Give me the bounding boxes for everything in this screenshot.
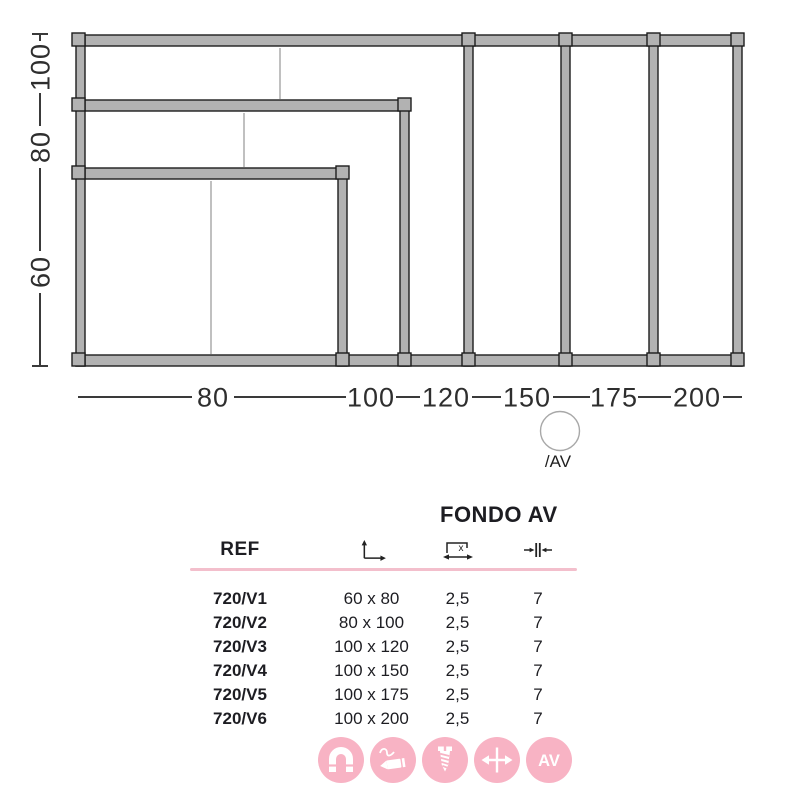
table-header-row — [170, 532, 594, 568]
screw-icon — [422, 737, 468, 783]
gap-cell: 7 — [533, 685, 543, 704]
left-post — [76, 35, 85, 366]
gap-cell: 7 — [533, 613, 543, 632]
table-row — [170, 683, 594, 707]
post-120 — [464, 35, 473, 366]
corner-connector — [647, 33, 660, 46]
pink-divider — [190, 568, 577, 571]
width-label: 200 — [672, 382, 722, 413]
corner-connector — [559, 353, 572, 366]
av-marker-circle — [541, 412, 580, 451]
gap-width-icon — [523, 541, 553, 559]
thickness-cell: 2,5 — [445, 637, 470, 656]
gap-cell: 7 — [533, 661, 543, 680]
corner-connector — [72, 353, 85, 366]
table-row — [170, 611, 594, 635]
table-row — [170, 659, 594, 683]
width-label: 120 — [421, 382, 471, 413]
corner-connector — [462, 353, 475, 366]
gap-cell: 7 — [533, 709, 543, 728]
ref-cell: 720/V5 — [213, 685, 267, 704]
magnet-icon — [318, 737, 364, 783]
gap-cell: 7 — [533, 637, 543, 656]
size-cell: 100 x 175 — [334, 685, 409, 704]
frame-bars — [76, 35, 742, 366]
width-label: 80 — [196, 382, 230, 413]
profile-thickness-icon — [442, 538, 474, 562]
thickness-cell: 2,5 — [445, 661, 470, 680]
post-150 — [561, 35, 570, 366]
thickness-cell: 2,5 — [445, 685, 470, 704]
table-row — [170, 587, 594, 611]
post-100 — [400, 100, 409, 366]
size-cell: 100 x 200 — [334, 709, 409, 728]
ref-cell: 720/V1 — [213, 589, 267, 608]
corner-connector — [559, 33, 572, 46]
table-row — [170, 707, 594, 731]
thickness-cell: 2,5 — [445, 709, 470, 728]
height-label: 80 — [25, 130, 56, 164]
corner-connector — [72, 98, 85, 111]
mid-rail-60 — [76, 168, 347, 179]
corner-connector — [731, 33, 744, 46]
av-badge-icon — [526, 737, 572, 783]
corner-connector — [398, 98, 411, 111]
height-label: 100 — [25, 42, 56, 92]
width-label: 175 — [589, 382, 639, 413]
size-cell: 100 x 150 — [334, 661, 409, 680]
corner-connector — [336, 353, 349, 366]
thickness-cell: 2,5 — [445, 589, 470, 608]
post-175 — [649, 35, 658, 366]
table-row — [170, 635, 594, 659]
top-rail — [76, 35, 742, 46]
size-cell: 80 x 100 — [338, 613, 405, 632]
ref-column-header: REF — [220, 539, 260, 560]
gap-cell: 7 — [533, 589, 543, 608]
mid-rail-80 — [76, 100, 409, 111]
corner-connector — [72, 33, 85, 46]
corner-connector — [731, 353, 744, 366]
table-title: FONDO AV — [440, 502, 558, 527]
table-body — [170, 587, 594, 731]
ref-cell: 720/V3 — [213, 637, 267, 656]
post-80 — [338, 168, 347, 366]
corner-connector — [462, 33, 475, 46]
spec-table — [170, 532, 594, 731]
ref-cell: 720/V2 — [213, 613, 267, 632]
corner-connector — [647, 353, 660, 366]
corner-connector — [398, 353, 411, 366]
marker-pen-icon — [370, 737, 416, 783]
corner-connector — [336, 166, 349, 179]
ref-cell: 720/V4 — [213, 661, 267, 680]
feature-icons-row — [318, 737, 572, 783]
size-cell: 100 x 120 — [334, 637, 409, 656]
height-label: 60 — [25, 255, 56, 289]
av-marker-label: /AV — [544, 452, 572, 471]
width-label: 150 — [502, 382, 552, 413]
ref-cell: 720/V6 — [213, 709, 267, 728]
av-badge-label: AV — [538, 751, 560, 770]
thickness-icon-label: x — [458, 543, 463, 554]
corner-connector — [72, 166, 85, 179]
outer-dimensions-icon — [357, 539, 387, 562]
width-label: 100 — [346, 382, 396, 413]
post-200 — [733, 35, 742, 366]
thickness-cell: 2,5 — [445, 613, 470, 632]
size-cell: 60 x 80 — [343, 589, 400, 608]
center-lines — [211, 48, 280, 354]
adjustable-width-icon — [474, 737, 520, 783]
